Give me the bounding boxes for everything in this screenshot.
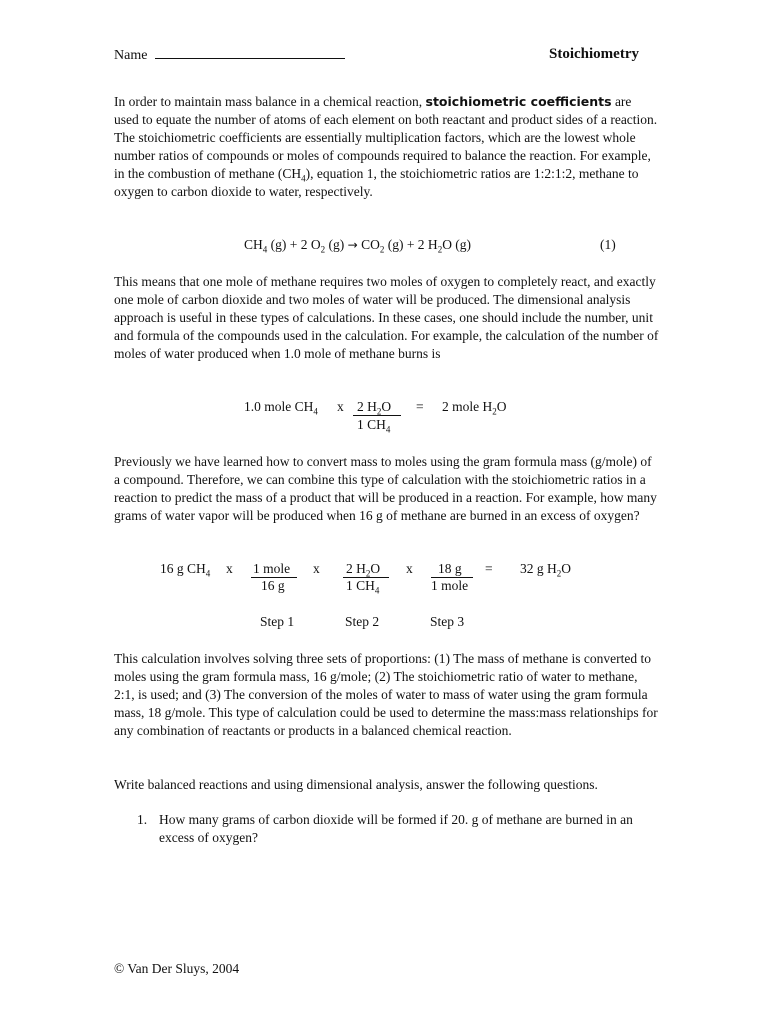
eq3-factor1-denominator: 16 g [261,578,285,593]
eq2-fraction-bar [353,415,401,416]
eq3-factor1-numerator: 1 mole [253,561,291,576]
eq2-numerator: 2 $H_2O$ [357,399,392,417]
question-text: How many grams of carbon dioxide will be formed if 20. g of methane are burned in an excess of oxygen? [159,812,633,845]
paragraph-3: Previously we have learned how to convert mass to moles using the gram formula mass (g/mole) of a compound. Therefore, we can combine this type of calculation with the stoichiometric ratios in a reaction to predict the mass of a product that will be produced in a reaction. For example, how many grams of water vapor will be produced when 16 g of methane are burned in an excess of oxygen? [114,454,657,523]
page-title: Stoichiometry [549,46,639,62]
eq3-start: 16 g $CH_4$ [160,561,211,579]
name-label: Name [114,48,148,63]
reaction-arrow-icon: → [347,238,358,252]
step-1-label: Step 1 [260,614,295,629]
eq3-factor2-numerator: 2 $H_2O$ [346,561,381,579]
copyright-footer: © Van Der Sluys, 2004 [114,961,240,976]
eq3-factor2-denominator: 1 $CH_4$ [346,578,380,596]
step-2-label: Step 2 [345,614,380,629]
eq3-result: 32 g $H_2O$ [520,561,571,579]
paragraph-2: This means that one mole of methane requires two moles of oxygen to completely react, and exactly one mole of carbon dioxide and two moles of water will be produced. The dimensional analysis approach is useful in these types of calculations. In these cases, one should include the number, unit and formula of the compounds used in the calculation. For example, the calculation of the number of moles of water produced when 1.0 mole of methane burns is [114,274,659,361]
eq3-equals: = [485,561,493,576]
eq3-times-2: x [313,561,320,576]
step-3-label: Step 3 [430,614,465,629]
instructions: Write balanced reactions and using dimensional analysis, answer the following questions. [114,777,598,792]
eq3-times-3: x [406,561,413,576]
eq3-factor3-denominator: 1 mole [431,578,469,593]
question-number: 1. [137,812,148,827]
intro-paragraph: In order to maintain mass balance in a chemical reaction, stoichiometric coefficients are used to equate the number of atoms of each element on both reactant and product sides of a reaction. The stoichiometric coefficients are essentially multiplication factors, which are the lowest whole number ratios of compounds or moles of compounds required to balance the reaction. For example, in the combustion of methane $(CH_4)$, equation 1, the stoichiometric ratios are 1:2:1:2, methane to oxygen to carbon dioxide to water, respectively. [114,94,658,199]
name-blank-line [155,46,345,59]
eq2-denominator: 1 $CH_4$ [357,417,391,435]
eq3-factor3-numerator: 18 g [438,561,462,576]
key-term: stoichiometric coefficients [425,94,612,109]
name-field [114,46,345,64]
equation-1-number: (1) [600,237,616,252]
eq2-times: x [337,399,344,414]
equation-1: $CH_4$ (g) + 2 $O_2$ $(g) \to CO_2$ (g) + 2 $H_2O$ (g) [244,237,472,255]
paragraph-4: This calculation involves solving three sets of proportions: (1) The mass of methane is converted to moles using the gram formula mass, 16 g/mole; (2) The stoichiometric ratio of water to methane, 2:1, is used; and (3) The conversion of the moles of water to mass of water using the gram formula mass, 18 g/mole. This type of calculation could be used to determine the mass:mass relationships for any combination of reactants or products in a balanced chemical reaction. [114,651,658,738]
eq3-times-1: x [226,561,233,576]
eq2-result: 2 mole $H_2O$ [442,399,507,417]
eq2-equals: = [416,399,424,414]
eq2-lhs: 1.0 mole $CH_4$ [244,399,318,417]
